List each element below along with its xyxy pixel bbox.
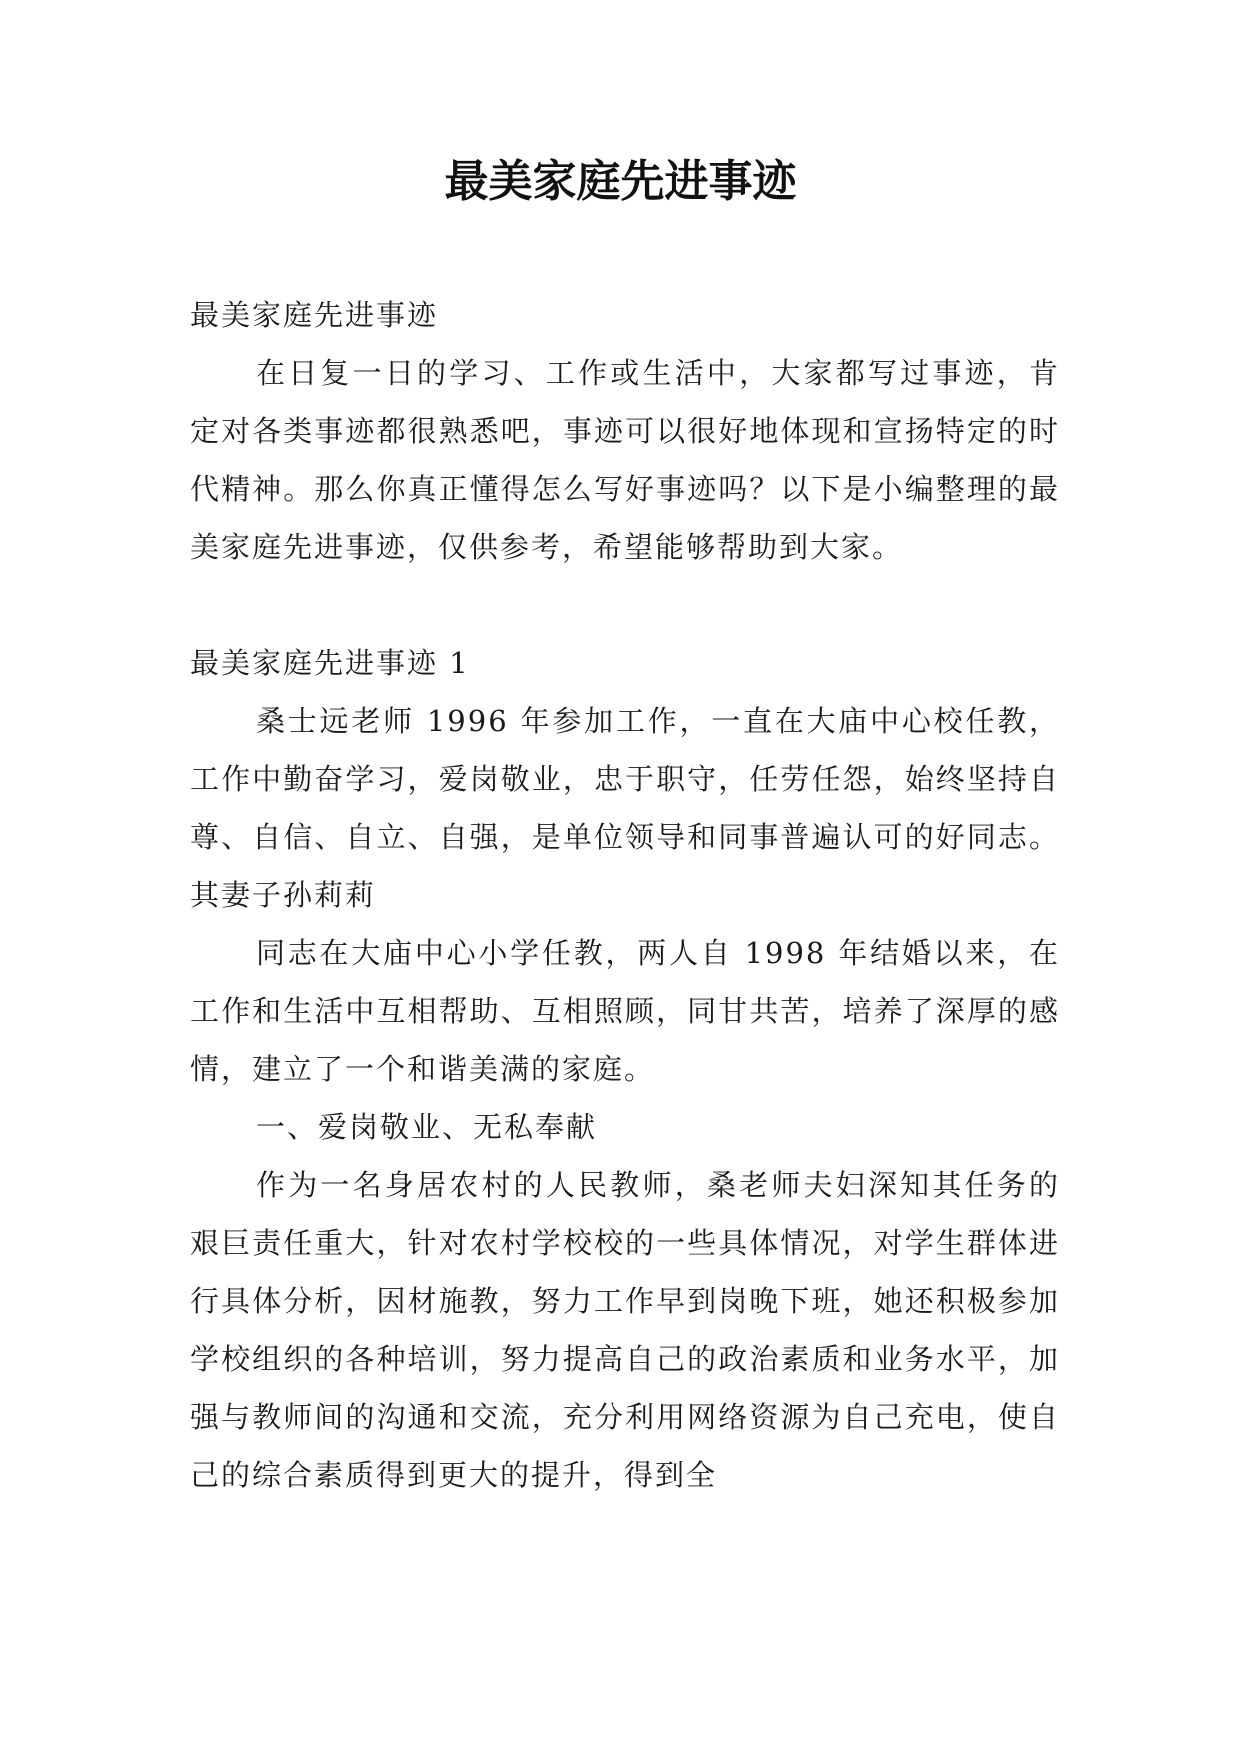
intro-paragraph: 在日复一日的学习、工作或生活中，大家都写过事迹，肯定对各类事迹都很熟悉吧，事迹可以很好地体现和宣扬特定的时代精神。那么你真正懂得怎么写好事迹吗？以下是小编整理的最美家庭先进事迹，仅供参考，希望能够帮助到大家。 [190,356,1060,564]
subtitle-paragraph: 最美家庭先进事迹 [190,298,439,332]
body-paragraph: 同志在大庙中心小学任教，两人自 1998 年结婚以来，在工作和生活中互相帮助、互相照顾，同甘共苦，培养了深厚的感情，建立了一个和谐美满的家庭。 [190,936,1060,1086]
body-paragraph: 作为一名身居农村的人民教师，桑老师夫妇深知其任务的艰巨责任重大，针对农村学校校的一些具体情况，对学生群体进行具体分析，因材施教，努力工作早到岗晚下班，她还积极参加学校组织的各种培训，努力提高自己的政治素质和业务水平，加强与教师间的沟通和交流，充分利用网络资源为自己充电，使自己的综合素质得到更大的提升，得到全 [190,1168,1060,1492]
document-body [190,286,1060,1504]
section-heading: 最美家庭先进事迹 1 [190,646,470,680]
subsection-heading: 一、爱岗敬业、无私奉献 [256,1110,598,1144]
body-paragraph: 桑士远老师 1996 年参加工作，一直在大庙中心校任教，工作中勤奋学习，爱岗敬业，忠于职守，任劳任怨，始终坚持自尊、自信、自立、自强，是单位领导和同事普遍认可的好同志。其妻子孙莉莉 [190,704,1060,912]
document-title: 最美家庭先进事迹 [444,156,797,207]
